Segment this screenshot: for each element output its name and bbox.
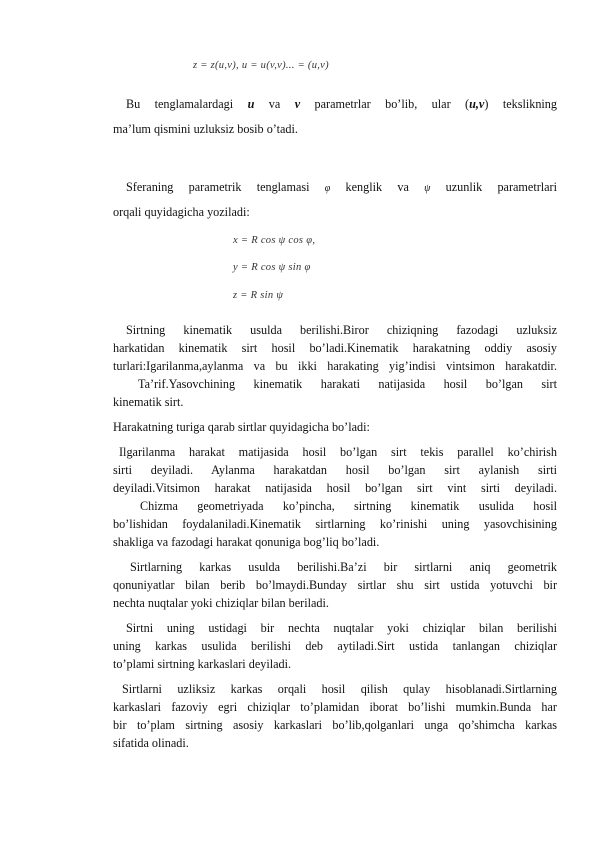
p5-line-3: deyiladi.Vitsimon harakat natijasida hosil bo’lgan sirt vint sirti deyiladi. bbox=[113, 481, 557, 495]
p6-line-3: nechta nuqtalar yoki chiziqlar bilan beriladi. bbox=[113, 596, 329, 610]
p2-line-1 bbox=[126, 180, 557, 195]
p3-line-4: Ta’rif.Yasovchining kinematik harakati natijasida hosil bo’lgan sirt bbox=[138, 377, 557, 391]
p7-line-2: uning karkas usulida berilishi deb aytiladi.Sirt ustida tanlangan chiziqlar bbox=[113, 639, 557, 653]
text: va bbox=[254, 97, 295, 111]
p4-line-1: Harakatning turiga qarab sirtlar quyidagicha bo’ladi: bbox=[113, 420, 370, 434]
text: ) tekslikning bbox=[484, 97, 557, 111]
equation-z: z = R sin ψ bbox=[233, 290, 284, 301]
param-uv: u,v bbox=[469, 97, 485, 111]
p8-line-3: bir to’plam sirtning asosiy karkaslari bo’lib,qolganlari unga qo’shimcha karkas bbox=[113, 718, 557, 732]
text: kenglik va bbox=[330, 180, 425, 194]
p7-line-1: Sirtni uning ustidagi bir nechta nuqtalar yoki chiziqlar bilan berilishi bbox=[126, 621, 557, 635]
p3-line-2: harkatidan kinematik sirt hosil bo’ladi.Kinematik harakatning oddiy asosiy bbox=[113, 341, 557, 355]
psi-symbol: ψ bbox=[424, 183, 431, 194]
p8-line-1: Sirtlarni uzliksiz karkas orqali hosil qilish qulay hisoblanadi.Sirtlarning bbox=[122, 682, 557, 696]
p3-line-5: kinematik sirt. bbox=[113, 395, 184, 409]
param-u: u bbox=[247, 97, 255, 111]
p3-line-3: turlari:Igarilanma,aylanma va bu ikki harakating yig’indisi vintsimon harakatdir. bbox=[113, 359, 557, 373]
p2-line-2: orqali quyidagicha yoziladi: bbox=[113, 205, 250, 219]
text: parametrlar bo’lib, ular ( bbox=[300, 97, 470, 111]
text: Bu tenglamalardagi bbox=[126, 97, 248, 111]
parametric-formula: z = z(u,v), u = u(v,v)... = (u,v) bbox=[193, 60, 329, 71]
p7-line-3: to’plami sirtning karkaslari deyiladi. bbox=[113, 657, 292, 671]
p1-line-1 bbox=[126, 97, 557, 112]
phi-symbol: φ bbox=[324, 183, 331, 194]
p5-line-5: bo’lishidan foydalaniladi.Kinematik sirtlarning ko’rinishi uning yasovchisining bbox=[113, 517, 557, 531]
p5-line-1: Ilgarilanma harakat matijasida hosil bo’lgan sirt tekis parallel ko’chirish bbox=[119, 445, 557, 459]
equation-x: x = R cos ψ cos φ, bbox=[233, 235, 316, 246]
p1-line-2: ma’lum qismini uzluksiz bosib o’tadi. bbox=[113, 122, 298, 136]
p5-line-4: Chizma geometriyada ko’pincha, sirtning kinematik usulida hosil bbox=[140, 499, 557, 513]
p6-line-1: Sirtlarning karkas usulda berilishi.Ba’zi bir sirtlarni aniq geometrik bbox=[130, 560, 557, 574]
p8-line-4: sifatida olinadi. bbox=[113, 736, 189, 750]
text: uzunlik parametrlari bbox=[430, 180, 557, 194]
p8-line-2: karkaslari fazoviy egri chiziqlar to’plamidan iborat bo’lishi mumkin.Bunda har bbox=[113, 700, 557, 714]
p5-line-2: sirti deyiladi. Aylanma harakatdan hosil bo’lgan sirt aylanish sirti bbox=[113, 463, 557, 477]
param-v: v bbox=[294, 97, 301, 111]
p3-line-1: Sirtning kinematik usulda berilishi.Biror chiziqning fazodagi uzluksiz bbox=[126, 323, 557, 337]
equation-y: y = R cos ψ sin φ bbox=[233, 262, 311, 273]
p5-line-6: shakliga va fazodagi harakat qonuniga bog’liq bo’ladi. bbox=[113, 535, 380, 549]
text: Sferaning parametrik tenglamasi bbox=[126, 180, 325, 194]
p6-line-2: qonuniyatlar bilan berib bo’lmaydi.Bunday sirtlar shu sirt ustida yotuvchi bir bbox=[113, 578, 557, 592]
